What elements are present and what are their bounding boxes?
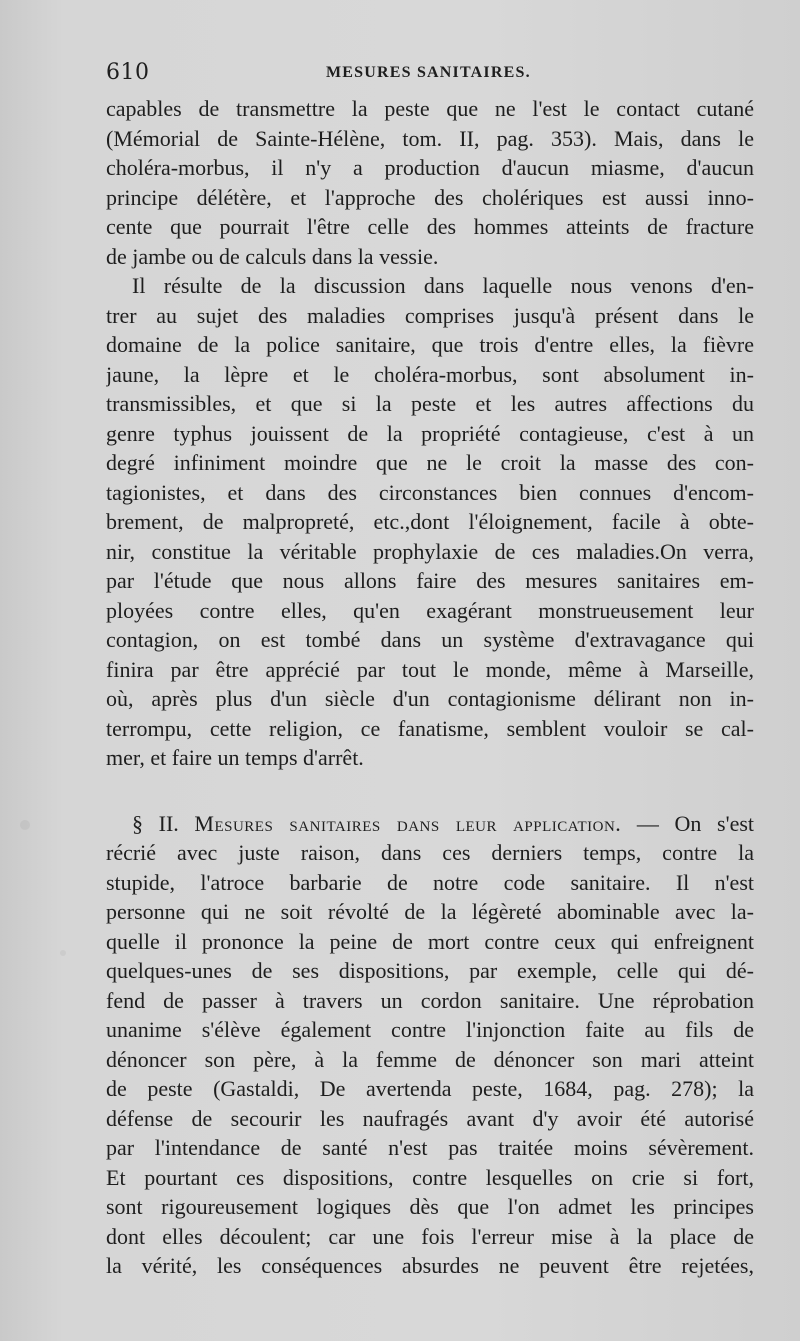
- paper-spot: [20, 820, 30, 830]
- text-line: contagion, on est tombé dans un système d'extravagance qui: [106, 627, 754, 652]
- body-text: [106, 94, 754, 1281]
- text-line: de jambe ou de calculs dans la vessie.: [106, 243, 439, 269]
- text-line: ployées contre elles, qu'en exagérant monstrueusement leur: [106, 597, 754, 623]
- text-line: cente que pourrait l'être celle des hommes atteints de fracture: [106, 214, 754, 239]
- text-line: fend de passer à travers un cordon sanitaire. Une réprobation: [106, 987, 754, 1013]
- paragraph-1: [106, 94, 754, 271]
- text-line: sont rigoureusement logiques dès que l'on admet les principes: [106, 1194, 754, 1219]
- text-line: terrompu, cette religion, ce fanatisme, semblent vouloir se cal-: [106, 715, 754, 741]
- section-title: Mesures sanitaires dans leur application.: [194, 810, 622, 836]
- text-line: trer au sujet des maladies comprises jusqu'à présent dans le: [106, 302, 754, 328]
- text-line: stupide, l'atroce barbarie de notre code sanitaire. Il n'est: [106, 869, 754, 895]
- text-line: défense de secourir les naufragés avant d'y avoir été autorisé: [106, 1105, 754, 1131]
- text-line: jaune, la lèpre et le choléra-morbus, sont absolument in-: [106, 361, 754, 387]
- text-line: degré infiniment moindre que ne le croit la masse des con-: [106, 450, 754, 475]
- text-line: principe délétère, et l'approche des cholériques est aussi inno-: [106, 184, 754, 210]
- text-line: mer, et faire un temps d'arrêt.: [106, 745, 364, 770]
- text-line: transmissibles, et que si la peste et les autres affections du: [106, 391, 754, 416]
- section-dash: —: [636, 810, 659, 836]
- text-line: récrié avec juste raison, dans ces derniers temps, contre la: [106, 840, 754, 865]
- text-line: domaine de la police sanitaire, que trois d'entre elles, la fièvre: [106, 332, 754, 357]
- section-heading-line: [106, 809, 754, 839]
- text-line: tagionistes, et dans des circonstances bien connues d'encom-: [106, 479, 754, 505]
- text-line: finira par être apprécié par tout le monde, même à Marseille,: [106, 656, 754, 682]
- text-line: capables de transmettre la peste que ne l'est le contact cutané: [106, 96, 754, 121]
- section-gap: [106, 773, 754, 809]
- page-header: [106, 60, 754, 94]
- text-line: quelques-unes de ses dispositions, par exemple, celle qui dé-: [106, 958, 754, 983]
- text-line: unanime s'élève également contre l'injonction faite au fils de: [106, 1017, 754, 1042]
- paper-spot: [60, 950, 66, 956]
- section-number: § II.: [132, 810, 179, 836]
- text-line: choléra-morbus, il n'y a production d'aucun miasme, d'aucun: [106, 155, 754, 180]
- section-lead: On s'est: [674, 810, 754, 836]
- paragraph-2: [106, 271, 754, 773]
- text-line: genre typhus jouissent de la propriété contagieuse, c'est à un: [106, 420, 754, 446]
- text-line: la vérité, les conséquences absurdes ne peuvent être rejetées,: [106, 1253, 754, 1278]
- page-number: 610: [106, 60, 150, 85]
- text-line: quelle il prononce la peine de mort contre ceux qui enfreignent: [106, 928, 754, 954]
- text-line: par l'étude que nous allons faire des mesures sanitaires em-: [106, 568, 754, 593]
- running-title: MESURES SANITAIRES.: [326, 64, 531, 81]
- text-line: dont elles découlent; car une fois l'erreur mise à la place de: [106, 1223, 754, 1249]
- paragraph-3: [106, 809, 754, 1281]
- text-line: Il résulte de la discussion dans laquelle nous venons d'en-: [132, 273, 754, 298]
- text-line: nir, constitue la véritable prophylaxie de ces maladies.On verra,: [106, 538, 754, 564]
- text-line: où, après plus d'un siècle d'un contagionisme délirant non in-: [106, 686, 754, 711]
- text-line: de peste (Gastaldi, De avertenda peste, 1684, pag. 278); la: [106, 1076, 754, 1101]
- text-line: par l'intendance de santé n'est pas traitée moins sévèrement.: [106, 1135, 754, 1160]
- text-line: brement, de malpropreté, etc.,dont l'éloignement, facile à obte-: [106, 509, 754, 534]
- text-line: dénoncer son père, à la femme de dénoncer son mari atteint: [106, 1046, 754, 1072]
- text-line: (Mémorial de Sainte-Hélène, tom. II, pag. 353). Mais, dans le: [106, 125, 754, 151]
- text-line: Et pourtant ces dispositions, contre lesquelles on crie si fort,: [106, 1164, 754, 1190]
- text-line: personne qui ne soit révolté de la légèreté abominable avec la-: [106, 899, 754, 924]
